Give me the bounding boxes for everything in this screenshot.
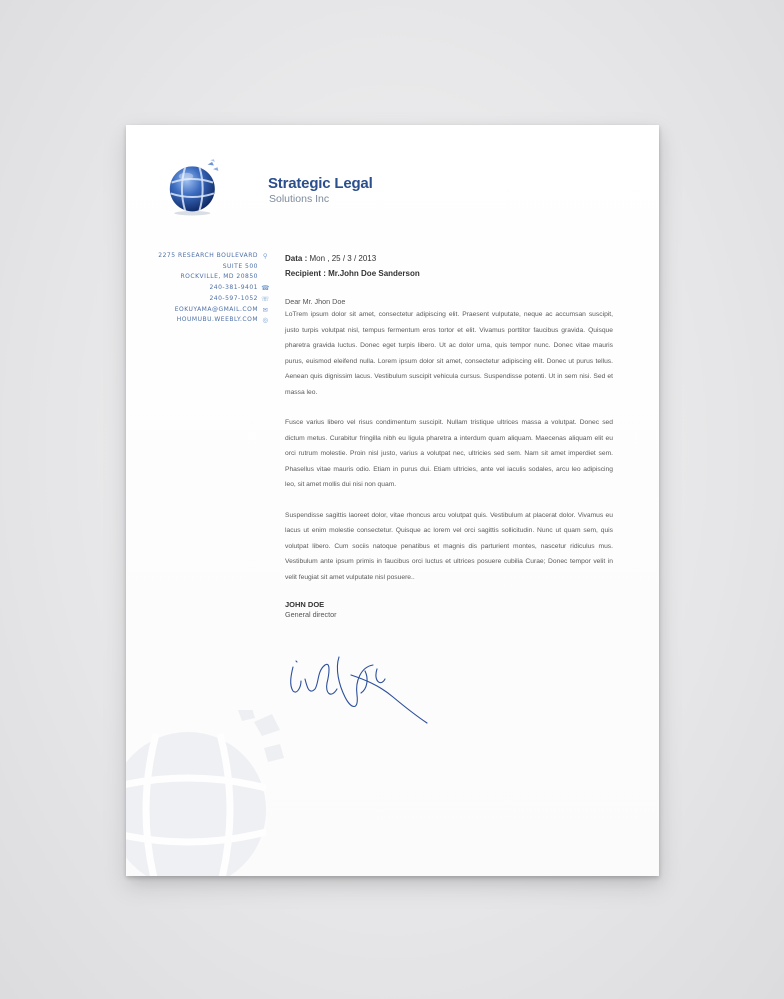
signer-name: JOHN DOE [285,600,325,609]
contact-fax: 240-597-1052 ☏ [209,294,270,303]
contact-info [158,251,270,326]
letter-date: Data : Mon , 25 / 3 / 2013 [285,254,377,263]
letter-paragraph-1: LoTrem ipsum dolor sit amet, consectetur adipiscing elit. Praesent vulputate, neque ac accumsan suscipit, justo turpis volutpat nisl, tempus fermentum eros tortor et elit. Vivamus porttitor faucibus gravida. Quisque pharetra gravida luctus. Donec eget turpis libero. Ut ac dolor urna, quis tempor nunc. Donec vitae mauris purus, euismod eleifend nulla. Lorem ipsum dolor sit amet, consectetur adipiscing elit. Donec ut purus tellus. Aenean quis dignissim lacus. Vestibulum suscipit vehicula cursus. Suspendisse potenti. Ut in sem nisi. Sed et massa leo. [285,311,613,396]
signer-block [285,600,613,620]
letter-recipient: Recipient : Mr.John Doe Sanderson [285,269,420,278]
letterhead-page [126,125,659,876]
letter-paragraph-3: Suspendisse sagittis laoreet dolor, vitae rhoncus arcu volutpat quis. Vestibulum at placerat dolor. Vivamus eu lacus ut enim molestie consectetur. Quisque ac lorem vel orci sagittis sollicitudin. Nunc ut quam sem, quis volutpat libero. Cum sociis natoque penatibus et magnis dis parturient montes, nascetur ridiculus mus. Vestibulum ante ipsum primis in faucibus orci luctus et ultrices posuere cubilia Curae; Donec tempor velit in velit feugiat sit amet vulputate nisl posuere.. [285,511,613,581]
company-subtitle: Solutions Inc [269,193,330,205]
location-icon: ⚲ [262,252,269,260]
letter-paragraph-2: Fusce varius libero vel risus condimentum suscipit. Nullam tristique ultrices massa a volutpat. Donec sed dictum metus. Curabitur fringilla nibh eu ligula pharetra a interdum quam aliquam. Maecenas aliquam elit eu orci rutrum molestie. Proin nisl justo, varius a volutpat nec, ultricies sed sem. Nam sit amet imperdiet sem. Phasellus vitae mauris odio. Etiam in purus dui. Etiam ultricies, ante vel iaculis sodales, arcu leo adipiscing leo, sit amet mollis dui nisi non quam. [285,419,613,488]
contact-address-line-3: ROCKVILLE, MD 20850 [180,273,258,281]
mail-icon: ✉ [262,305,269,314]
web-icon: ◎ [262,316,269,325]
signer-title: General director [285,610,337,619]
company-name: Strategic Legal [268,175,373,192]
contact-phone: 240-381-9401 ☎ [209,284,270,293]
contact-address-line-1: 2275 RESEARCH BOULEVARD ⚲ [158,252,269,260]
globe-logo-icon [168,158,222,218]
handwritten-signature [281,645,431,730]
letter-greeting: Dear Mr. Jhon Doe [285,297,346,306]
phone-icon: ☎ [261,284,270,293]
fax-icon: ☏ [261,294,270,303]
globe-watermark-icon [126,710,286,876]
letter-body [285,251,613,620]
contact-website: HOUMUBU.WEEBLY.COM ◎ [176,316,269,325]
contact-email: EOKUYAMA@GMAIL.COM ✉ [174,305,269,314]
contact-address-line-2: SUITE 500 [222,262,258,270]
